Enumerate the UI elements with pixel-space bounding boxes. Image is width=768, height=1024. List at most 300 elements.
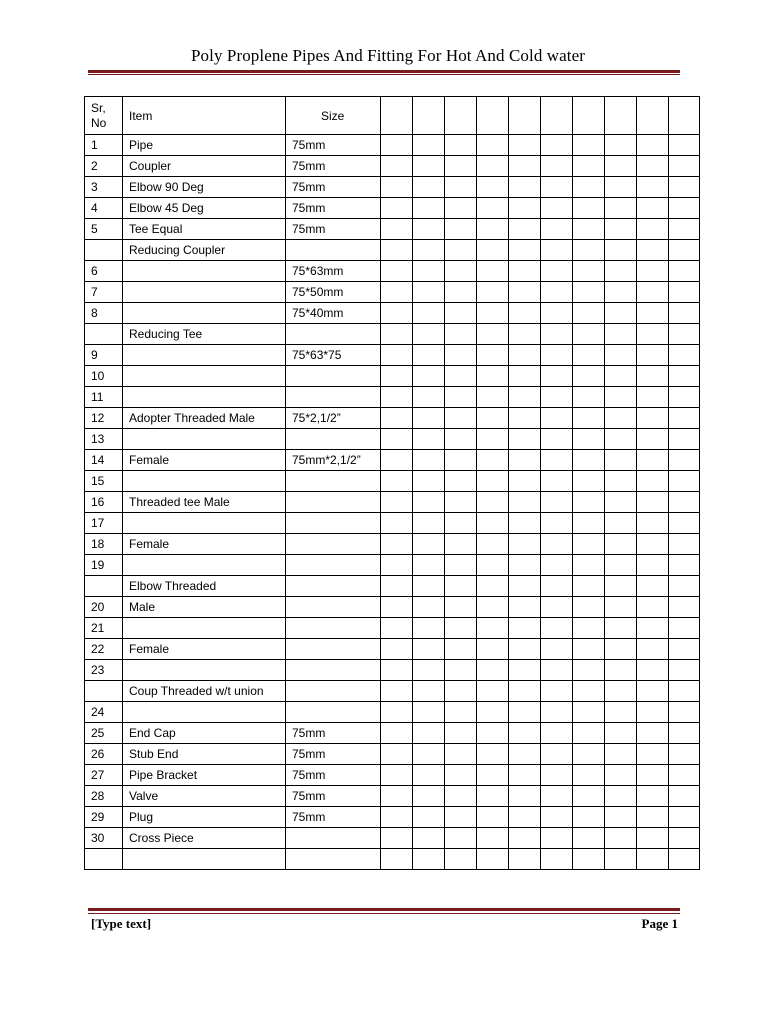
empty-cell: [637, 366, 669, 387]
item-cell: Plug: [123, 807, 286, 828]
empty-cell: [637, 240, 669, 261]
table-row: [85, 639, 700, 660]
size-cell: [286, 660, 381, 681]
item-cell: Male: [123, 597, 286, 618]
size-cell: [286, 828, 381, 849]
empty-cell: [669, 492, 700, 513]
empty-cell: [445, 408, 477, 429]
empty-cell: [637, 534, 669, 555]
empty-cell: [541, 177, 573, 198]
empty-cell: [605, 744, 637, 765]
size-cell: [286, 597, 381, 618]
empty-cell: [477, 387, 509, 408]
empty-cell: [445, 534, 477, 555]
empty-cell: [477, 513, 509, 534]
sr-no-cell: 26: [85, 744, 123, 765]
empty-cell: [381, 261, 413, 282]
empty-cell: [477, 324, 509, 345]
empty-cell: [573, 576, 605, 597]
sr-no-cell: 16: [85, 492, 123, 513]
fittings-table: [84, 96, 700, 870]
empty-cell: [509, 618, 541, 639]
empty-cell: [477, 744, 509, 765]
empty-cell: [669, 849, 700, 870]
empty-cell: [541, 471, 573, 492]
empty-cell: [509, 513, 541, 534]
sr-no-cell: 20: [85, 597, 123, 618]
header-size: Size: [286, 97, 381, 135]
empty-cell: [605, 198, 637, 219]
empty-cell: [669, 786, 700, 807]
empty-cell: [509, 219, 541, 240]
empty-cell: [413, 177, 445, 198]
empty-cell: [509, 828, 541, 849]
size-cell: 75*50mm: [286, 282, 381, 303]
empty-cell: [669, 345, 700, 366]
empty-cell: [381, 324, 413, 345]
size-cell: 75mm: [286, 765, 381, 786]
empty-cell: [413, 597, 445, 618]
size-cell: 75mm: [286, 135, 381, 156]
item-cell: [123, 660, 286, 681]
empty-cell: [413, 723, 445, 744]
empty-cell: [669, 198, 700, 219]
empty-cell: [669, 303, 700, 324]
empty-cell: [637, 429, 669, 450]
empty-cell: [413, 681, 445, 702]
empty-cell: [445, 681, 477, 702]
item-cell: Tee Equal: [123, 219, 286, 240]
empty-cell: [669, 471, 700, 492]
item-cell: [123, 303, 286, 324]
sr-no-cell: [85, 681, 123, 702]
empty-cell: [445, 639, 477, 660]
empty-cell: [413, 97, 445, 135]
item-cell: Elbow Threaded: [123, 576, 286, 597]
empty-cell: [477, 177, 509, 198]
empty-cell: [541, 849, 573, 870]
empty-cell: [413, 156, 445, 177]
sr-no-cell: 22: [85, 639, 123, 660]
size-cell: [286, 639, 381, 660]
item-cell: Female: [123, 534, 286, 555]
empty-cell: [509, 366, 541, 387]
sr-no-cell: 1: [85, 135, 123, 156]
empty-cell: [573, 97, 605, 135]
empty-cell: [637, 135, 669, 156]
empty-cell: [637, 450, 669, 471]
empty-cell: [541, 660, 573, 681]
empty-cell: [541, 765, 573, 786]
empty-cell: [637, 849, 669, 870]
empty-cell: [381, 660, 413, 681]
empty-cell: [669, 261, 700, 282]
empty-cell: [509, 492, 541, 513]
empty-cell: [381, 450, 413, 471]
empty-cell: [445, 471, 477, 492]
empty-cell: [413, 660, 445, 681]
empty-cell: [573, 849, 605, 870]
empty-cell: [477, 492, 509, 513]
empty-cell: [637, 345, 669, 366]
empty-cell: [509, 303, 541, 324]
empty-cell: [573, 765, 605, 786]
empty-cell: [381, 492, 413, 513]
empty-cell: [541, 324, 573, 345]
table-row: [85, 471, 700, 492]
table-row: [85, 345, 700, 366]
empty-cell: [509, 240, 541, 261]
table-row: [85, 849, 700, 870]
empty-cell: [509, 135, 541, 156]
item-cell: [123, 261, 286, 282]
empty-cell: [637, 765, 669, 786]
empty-cell: [477, 282, 509, 303]
empty-cell: [477, 219, 509, 240]
sr-no-cell: 30: [85, 828, 123, 849]
sr-no-cell: 6: [85, 261, 123, 282]
empty-cell: [477, 576, 509, 597]
empty-cell: [477, 135, 509, 156]
empty-cell: [541, 828, 573, 849]
empty-cell: [445, 387, 477, 408]
size-cell: 75mm*2,1/2”: [286, 450, 381, 471]
empty-cell: [573, 744, 605, 765]
empty-cell: [605, 261, 637, 282]
empty-cell: [669, 597, 700, 618]
empty-cell: [637, 97, 669, 135]
empty-cell: [381, 303, 413, 324]
empty-cell: [573, 177, 605, 198]
document-title: Poly Proplene Pipes And Fitting For Hot And Cold water: [190, 46, 586, 65]
item-cell: [123, 555, 286, 576]
sr-no-cell: 21: [85, 618, 123, 639]
empty-cell: [669, 534, 700, 555]
table-row: [85, 303, 700, 324]
table-row: [85, 492, 700, 513]
empty-cell: [445, 450, 477, 471]
empty-cell: [381, 97, 413, 135]
empty-cell: [477, 597, 509, 618]
empty-cell: [573, 345, 605, 366]
empty-cell: [381, 282, 413, 303]
sr-no-cell: 29: [85, 807, 123, 828]
empty-cell: [605, 219, 637, 240]
empty-cell: [605, 681, 637, 702]
item-cell: Cross Piece: [123, 828, 286, 849]
empty-cell: [509, 429, 541, 450]
empty-cell: [541, 450, 573, 471]
empty-cell: [413, 135, 445, 156]
empty-cell: [605, 408, 637, 429]
size-cell: [286, 429, 381, 450]
empty-cell: [637, 282, 669, 303]
empty-cell: [669, 366, 700, 387]
empty-cell: [509, 450, 541, 471]
empty-cell: [413, 324, 445, 345]
empty-cell: [573, 555, 605, 576]
empty-cell: [413, 219, 445, 240]
table-row: [85, 786, 700, 807]
empty-cell: [381, 408, 413, 429]
empty-cell: [573, 303, 605, 324]
empty-cell: [573, 429, 605, 450]
empty-cell: [605, 723, 637, 744]
empty-cell: [669, 807, 700, 828]
size-cell: 75mm: [286, 786, 381, 807]
empty-cell: [381, 639, 413, 660]
empty-cell: [445, 555, 477, 576]
empty-cell: [509, 345, 541, 366]
item-cell: [123, 387, 286, 408]
header-item: Item: [123, 97, 286, 135]
empty-cell: [573, 492, 605, 513]
empty-cell: [509, 681, 541, 702]
empty-cell: [477, 345, 509, 366]
empty-cell: [509, 198, 541, 219]
empty-cell: [413, 429, 445, 450]
size-cell: [286, 618, 381, 639]
empty-cell: [573, 660, 605, 681]
table-row: [85, 219, 700, 240]
empty-cell: [605, 597, 637, 618]
empty-cell: [541, 576, 573, 597]
empty-cell: [573, 618, 605, 639]
empty-cell: [413, 828, 445, 849]
empty-cell: [477, 702, 509, 723]
sr-no-cell: 4: [85, 198, 123, 219]
empty-cell: [445, 366, 477, 387]
empty-cell: [541, 135, 573, 156]
item-cell: [123, 702, 286, 723]
empty-cell: [573, 597, 605, 618]
empty-cell: [605, 660, 637, 681]
empty-cell: [541, 408, 573, 429]
empty-cell: [477, 198, 509, 219]
table-row: [85, 387, 700, 408]
empty-cell: [573, 135, 605, 156]
empty-cell: [509, 639, 541, 660]
empty-cell: [637, 618, 669, 639]
item-cell: Reducing Coupler: [123, 240, 286, 261]
empty-cell: [637, 324, 669, 345]
size-cell: [286, 366, 381, 387]
footer-rule: [88, 908, 680, 911]
empty-cell: [477, 660, 509, 681]
size-cell: 75*63mm: [286, 261, 381, 282]
empty-cell: [509, 786, 541, 807]
empty-cell: [573, 807, 605, 828]
empty-cell: [605, 240, 637, 261]
empty-cell: [477, 555, 509, 576]
size-cell: 75mm: [286, 723, 381, 744]
empty-cell: [509, 807, 541, 828]
empty-cell: [605, 534, 637, 555]
sr-no-cell: 19: [85, 555, 123, 576]
empty-cell: [669, 156, 700, 177]
empty-cell: [637, 513, 669, 534]
empty-cell: [605, 576, 637, 597]
item-cell: Female: [123, 450, 286, 471]
empty-cell: [637, 198, 669, 219]
empty-cell: [445, 786, 477, 807]
empty-cell: [669, 282, 700, 303]
size-cell: 75*40mm: [286, 303, 381, 324]
empty-cell: [605, 450, 637, 471]
empty-cell: [381, 429, 413, 450]
empty-cell: [381, 765, 413, 786]
header-rule: [88, 70, 680, 73]
empty-cell: [637, 681, 669, 702]
empty-cell: [541, 240, 573, 261]
empty-cell: [541, 198, 573, 219]
empty-cell: [477, 639, 509, 660]
size-cell: [286, 555, 381, 576]
empty-cell: [477, 240, 509, 261]
empty-cell: [541, 723, 573, 744]
empty-cell: [669, 639, 700, 660]
empty-cell: [445, 97, 477, 135]
empty-cell: [445, 807, 477, 828]
empty-cell: [413, 555, 445, 576]
empty-cell: [413, 576, 445, 597]
sr-no-cell: 11: [85, 387, 123, 408]
empty-cell: [477, 723, 509, 744]
table-row: [85, 723, 700, 744]
empty-cell: [381, 198, 413, 219]
empty-cell: [477, 366, 509, 387]
empty-cell: [509, 387, 541, 408]
size-cell: 75mm: [286, 807, 381, 828]
table-row: [85, 765, 700, 786]
empty-cell: [509, 660, 541, 681]
sr-no-cell: 25: [85, 723, 123, 744]
empty-cell: [381, 135, 413, 156]
empty-cell: [413, 849, 445, 870]
table-row: [85, 576, 700, 597]
empty-cell: [477, 261, 509, 282]
item-cell: Female: [123, 639, 286, 660]
empty-cell: [541, 744, 573, 765]
empty-cell: [669, 450, 700, 471]
empty-cell: [477, 828, 509, 849]
empty-cell: [445, 828, 477, 849]
size-cell: [286, 534, 381, 555]
empty-cell: [509, 261, 541, 282]
size-cell: [286, 849, 381, 870]
sr-no-cell: 12: [85, 408, 123, 429]
header-sr-no: Sr, No: [85, 97, 123, 135]
sr-no-cell: 10: [85, 366, 123, 387]
empty-cell: [509, 408, 541, 429]
empty-cell: [477, 97, 509, 135]
empty-cell: [477, 681, 509, 702]
empty-cell: [445, 765, 477, 786]
empty-cell: [413, 387, 445, 408]
size-cell: [286, 702, 381, 723]
empty-cell: [413, 534, 445, 555]
empty-cell: [637, 177, 669, 198]
empty-cell: [381, 618, 413, 639]
empty-cell: [445, 744, 477, 765]
header-rule-thin: [88, 74, 680, 75]
empty-cell: [413, 345, 445, 366]
table-row: [85, 429, 700, 450]
empty-cell: [509, 576, 541, 597]
empty-cell: [605, 513, 637, 534]
empty-cell: [669, 765, 700, 786]
empty-cell: [509, 702, 541, 723]
empty-cell: [413, 450, 445, 471]
sr-no-cell: 3: [85, 177, 123, 198]
table-row: [85, 177, 700, 198]
empty-cell: [445, 219, 477, 240]
size-cell: [286, 492, 381, 513]
empty-cell: [573, 786, 605, 807]
empty-cell: [509, 177, 541, 198]
empty-cell: [381, 807, 413, 828]
empty-cell: [637, 639, 669, 660]
empty-cell: [509, 156, 541, 177]
empty-cell: [477, 786, 509, 807]
table-row: [85, 597, 700, 618]
empty-cell: [445, 156, 477, 177]
empty-cell: [541, 681, 573, 702]
empty-cell: [605, 282, 637, 303]
empty-cell: [381, 555, 413, 576]
empty-cell: [541, 492, 573, 513]
sr-no-cell: 17: [85, 513, 123, 534]
footer-type-text: [Type text]: [91, 916, 152, 931]
empty-cell: [637, 723, 669, 744]
empty-cell: [669, 177, 700, 198]
empty-cell: [445, 345, 477, 366]
empty-cell: [477, 534, 509, 555]
empty-cell: [573, 639, 605, 660]
empty-cell: [573, 723, 605, 744]
empty-cell: [669, 387, 700, 408]
empty-cell: [573, 702, 605, 723]
empty-cell: [509, 555, 541, 576]
empty-cell: [573, 282, 605, 303]
empty-cell: [573, 513, 605, 534]
item-cell: Pipe Bracket: [123, 765, 286, 786]
size-cell: 75mm: [286, 219, 381, 240]
empty-cell: [605, 324, 637, 345]
sr-no-cell: 14: [85, 450, 123, 471]
empty-cell: [573, 828, 605, 849]
sr-no-cell: [85, 324, 123, 345]
size-cell: 75mm: [286, 156, 381, 177]
empty-cell: [637, 408, 669, 429]
empty-cell: [509, 471, 541, 492]
empty-cell: [637, 492, 669, 513]
empty-cell: [541, 366, 573, 387]
empty-cell: [413, 261, 445, 282]
empty-cell: [541, 702, 573, 723]
empty-cell: [605, 849, 637, 870]
table-row: [85, 807, 700, 828]
empty-cell: [413, 198, 445, 219]
item-cell: [123, 345, 286, 366]
item-cell: Valve: [123, 786, 286, 807]
item-cell: Stub End: [123, 744, 286, 765]
size-cell: 75mm: [286, 198, 381, 219]
item-cell: Reducing Tee: [123, 324, 286, 345]
empty-cell: [637, 303, 669, 324]
empty-cell: [573, 366, 605, 387]
sr-no-cell: 18: [85, 534, 123, 555]
